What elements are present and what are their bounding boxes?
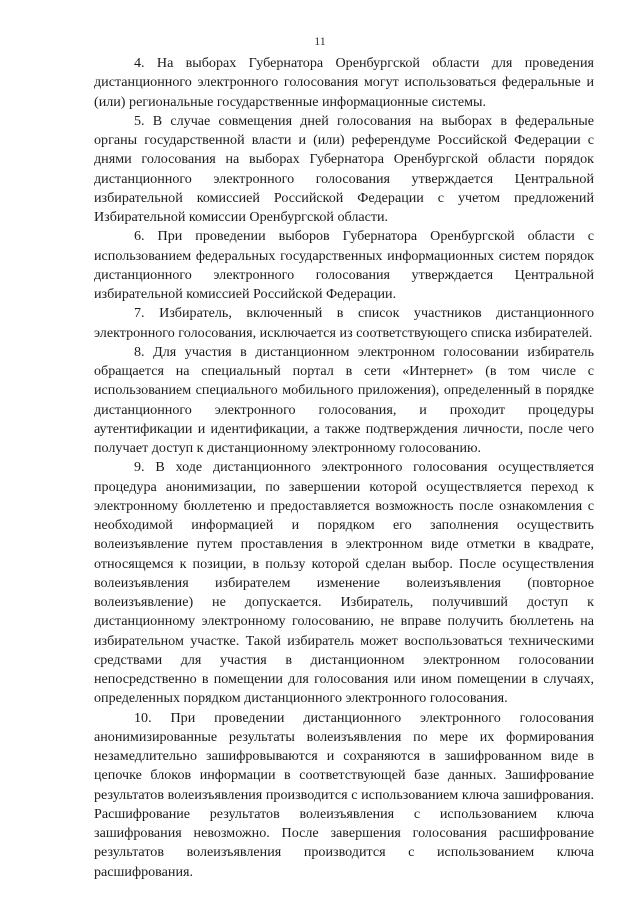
paragraph-5: 5. В случае совмещения дней голосования на выборах в федеральные органы государственной власти и (или) референдуме Российской Федерации с днями голосования на выборах Губернатора Оренбургской области порядок дистанционного электронного голосования утверждается Центральной избирательной комиссией Российской Федерации с учетом предложений Избирательной комиссии Оренбургской области. [94, 112, 594, 225]
paragraph-4: 4. На выборах Губернатора Оренбургской области для проведения дистанционного электронного голосования могут использоваться федеральные и (или) региональные государственные информационные системы. [94, 55, 594, 110]
document-body [94, 54, 594, 882]
paragraph-9: 9. В ходе дистанционного электронного голосования осуществляется процедура анонимизации, по завершении которой осуществляется переход к электронному бюллетеню и предоставляется возможность после ознакомления с необходимой информацией и порядком его заполнения осуществить волеизъявление путем проставления в электронном виде отметки в квадрате, относящемся к позиции, в пользу которой сделан выбор. После осуществления волеизъявления избирателем изменение волеизъявления (повторное волеизъявление) не допускается. Избиратель, получивший доступ к дистанционному электронному голосованию, не вправе получить бюллетень на избирательном участке. Такой избиратель может воспользоваться техническими средствами для участия в дистанционном электронном голосовании непосредственно в помещении для голосования или ином помещении в случаях, определенных порядком дистанционного электронного голосования. [94, 459, 594, 707]
page-number: 11 [314, 34, 326, 48]
paragraph-6: 6. При проведении выборов Губернатора Оренбургской области с использованием федеральных государственных информационных систем порядок дистанционного электронного голосования утверждается Центральной избирательной комиссией Российской Федерации. [94, 228, 594, 302]
paragraph-7: 7. Избиратель, включенный в список участников дистанционного электронного голосования, исключается из соответствующего списка избирателей. [94, 305, 594, 341]
paragraph-8: 8. Для участия в дистанционном электронном голосовании избиратель обращается на специальный портал в сети «Интернет» (в том числе с использованием специального мобильного приложения), определенный в порядке дистанционного электронного голосования, и проходит процедуры аутентификации и идентификации, а также подтверждения личности, после чего получает доступ к дистанционному электронному голосованию. [94, 343, 594, 456]
paragraph-10: 10. При проведении дистанционного электронного голосования анонимизированные результаты волеизъявления по мере их формирования незамедлительно зашифровываются и сохраняются в зашифрованном виде в цепочке блоков информации в соответствующей базе данных. Зашифрование результатов волеизъявления производится с использованием ключа зашифрования. Расшифрование результатов волеизъявления с использованием ключа зашифрования невозможно. После завершения голосования расшифрование результатов волеизъявления производится с использованием ключа расшифрования. [94, 709, 594, 880]
